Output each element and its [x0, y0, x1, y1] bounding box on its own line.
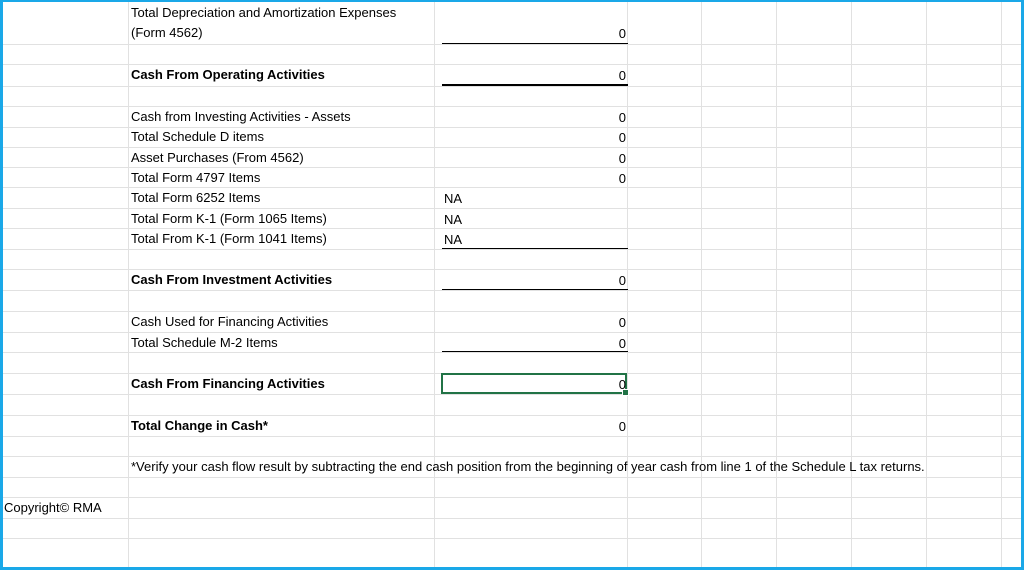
row-gridline [0, 167, 1024, 168]
schedule-d-value[interactable]: 0 [618, 130, 626, 145]
depreciation-value[interactable]: 0 [618, 26, 626, 41]
financing-used-value[interactable]: 0 [618, 315, 626, 330]
row-gridline [0, 127, 1024, 128]
total-change-label[interactable]: Total Change in Cash* [131, 418, 268, 433]
k1-1065-value[interactable]: NA [444, 212, 463, 227]
cash-operating-value[interactable]: 0 [618, 68, 626, 83]
row-gridline [0, 436, 1024, 437]
investing-assets-label[interactable]: Cash from Investing Activities - Assets [131, 109, 351, 124]
cash-operating-label[interactable]: Cash From Operating Activities [131, 67, 325, 82]
row-gridline [0, 456, 1024, 457]
row-gridline [0, 147, 1024, 148]
k1-1065-label[interactable]: Total Form K-1 (Form 1065 Items) [131, 211, 327, 226]
row-gridline [0, 269, 1024, 270]
asset-purchases-value[interactable]: 0 [618, 151, 626, 166]
total-change-value[interactable]: 0 [618, 419, 626, 434]
row-gridline [0, 538, 1024, 539]
subtotal-underline [442, 351, 628, 352]
row-gridline [0, 311, 1024, 312]
asset-purchases-label[interactable]: Asset Purchases (From 4562) [131, 150, 304, 165]
row-gridline [0, 86, 1024, 87]
row-gridline [0, 352, 1024, 353]
cash-financing-label[interactable]: Cash From Financing Activities [131, 376, 325, 391]
total-underline [442, 84, 628, 86]
row-gridline [0, 44, 1024, 45]
cash-financing-value[interactable]: 0 [618, 377, 626, 392]
row-gridline [0, 415, 1024, 416]
row-gridline [0, 477, 1024, 478]
row-gridline [0, 64, 1024, 65]
copyright-text[interactable]: Copyright© RMA [4, 500, 102, 515]
total-underline [442, 289, 628, 290]
row-gridline [0, 228, 1024, 229]
schedule-d-label[interactable]: Total Schedule D items [131, 129, 264, 144]
investing-assets-value[interactable]: 0 [618, 110, 626, 125]
depreciation-label-line2[interactable]: (Form 4562) [131, 25, 203, 40]
k1-1041-value[interactable]: NA [444, 232, 463, 247]
row-gridline [0, 208, 1024, 209]
cash-investment-value[interactable]: 0 [618, 273, 626, 288]
cash-investment-label[interactable]: Cash From Investment Activities [131, 272, 333, 287]
row-gridline [0, 497, 1024, 498]
subtotal-underline [442, 43, 628, 44]
row-gridline [0, 394, 1024, 395]
schedule-m2-value[interactable]: 0 [618, 336, 626, 351]
row-gridline [0, 106, 1024, 107]
form-6252-value[interactable]: NA [444, 191, 463, 206]
k1-1041-label[interactable]: Total From K-1 (Form 1041 Items) [131, 231, 327, 246]
form-4797-value[interactable]: 0 [618, 171, 626, 186]
depreciation-label-line1[interactable]: Total Depreciation and Amortization Expenses [131, 5, 397, 20]
financing-used-label[interactable]: Cash Used for Financing Activities [131, 314, 329, 329]
row-gridline [0, 290, 1024, 291]
subtotal-underline [442, 248, 628, 249]
schedule-m2-label[interactable]: Total Schedule M-2 Items [131, 335, 278, 350]
row-gridline [0, 249, 1024, 250]
row-gridline [0, 332, 1024, 333]
form-6252-label[interactable]: Total Form 6252 Items [131, 190, 261, 205]
form-4797-label[interactable]: Total Form 4797 Items [131, 170, 261, 185]
row-gridline [0, 518, 1024, 519]
footnote-text[interactable]: *Verify your cash flow result by subtracting the end cash position from the beginning of year cash from line 1 of the Schedule L tax returns. [131, 459, 925, 474]
row-gridline [0, 187, 1024, 188]
